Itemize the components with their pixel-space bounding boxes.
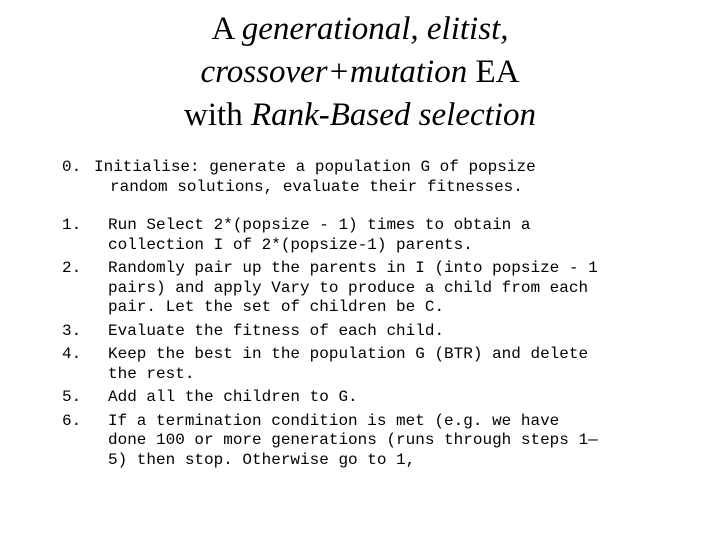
step-text [108, 345, 702, 384]
step-line: 5) then stop. Otherwise go to 1, [108, 450, 416, 469]
step-line: Add all the children to G. [108, 388, 358, 406]
spacer [62, 197, 702, 216]
step-2 [62, 259, 702, 318]
step-number: 2. [62, 259, 82, 277]
step-line: pair. Let the set of children be C. [108, 298, 445, 316]
step-text: Initialise: generate a population G of popsize random solutions, evaluate their fitnesses. [94, 158, 536, 196]
step-text [108, 388, 702, 408]
step-line: Randomly pair up the parents in I (into popsize - 1 [108, 259, 598, 277]
step-1 [62, 216, 702, 255]
step-line: Keep the best in the population G (BTR) and delete [108, 345, 589, 363]
slide-title [0, 8, 720, 137]
title-line-2: crossover+mutation EA [200, 54, 520, 90]
step-line: done 100 or more generations (runs through steps 1— [108, 431, 598, 449]
title-line-1: A generational, elitist, [211, 11, 509, 47]
step-text [108, 412, 702, 471]
step-number: 4. [62, 345, 82, 363]
algorithm-steps [62, 158, 702, 474]
step-line: the rest. [108, 364, 195, 383]
title-line-3: with Rank-Based selection [184, 97, 536, 133]
step-text [108, 216, 702, 255]
step-line: If a termination condition is met (e.g. we have [108, 411, 560, 430]
step-line: pairs) and apply Vary to produce a child from each [108, 278, 589, 297]
step-4 [62, 345, 702, 384]
step-number: 0. [62, 158, 82, 176]
step-0 [62, 158, 702, 197]
step-line: Evaluate the fitness of each child. [108, 321, 445, 340]
step-line: Run Select 2*(popsize - 1) times to obtain a [108, 216, 531, 234]
step-line: collection I of 2*(popsize-1) parents. [108, 235, 473, 254]
step-number: 5. [62, 388, 82, 406]
step-number: 1. [62, 216, 82, 234]
step-number: 3. [62, 321, 82, 340]
step-number: 6. [62, 411, 82, 430]
step-3 [62, 322, 702, 342]
step-5 [62, 388, 702, 408]
step-text [108, 322, 702, 342]
step-text [108, 259, 702, 318]
step-6 [62, 412, 702, 471]
step-list [62, 216, 702, 470]
